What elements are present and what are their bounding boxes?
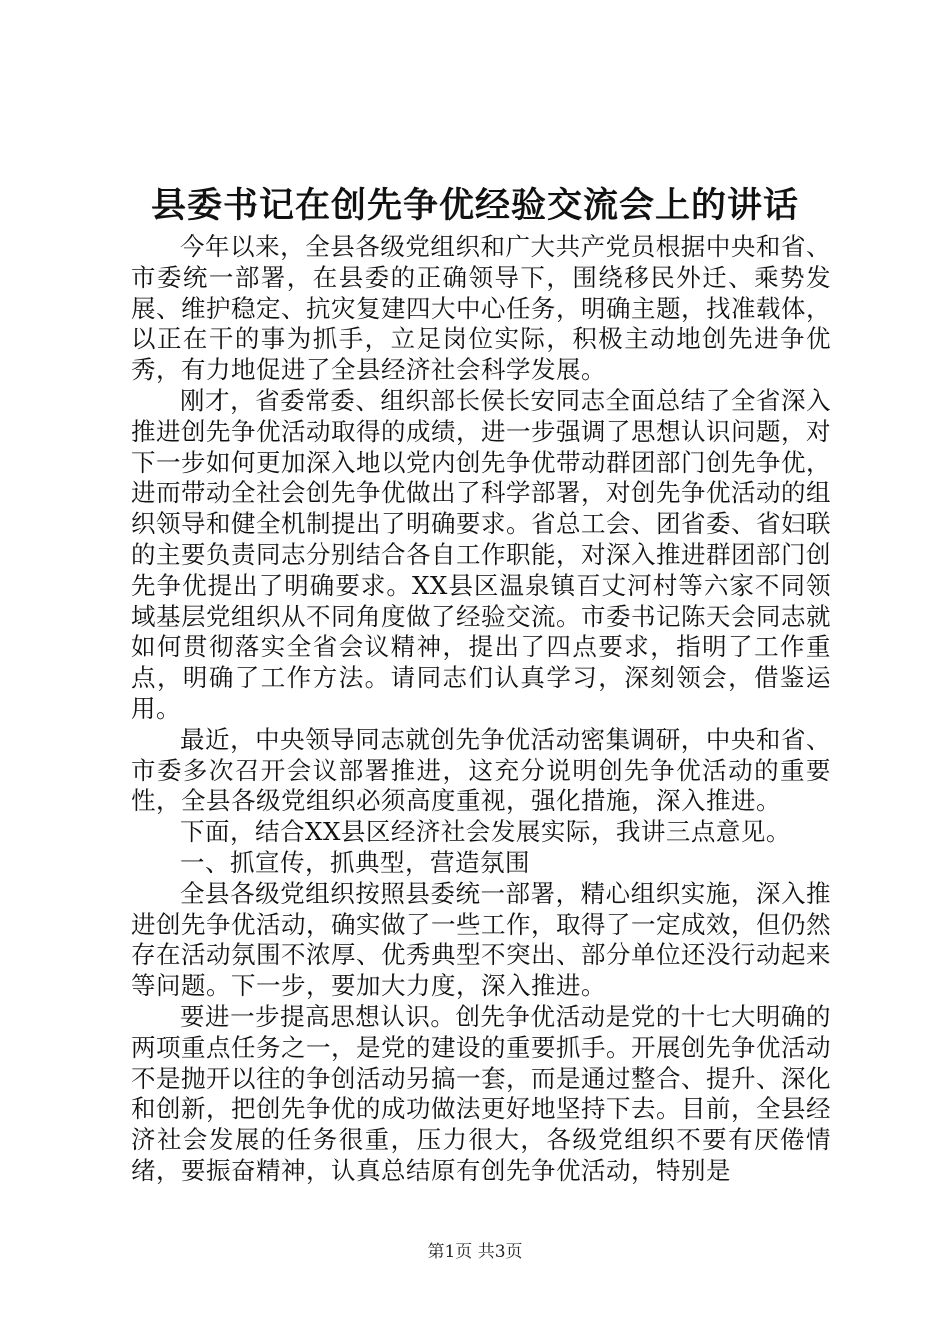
section-heading: 一、抓宣传，抓典型，营造氛围 bbox=[180, 847, 530, 877]
section-paragraph-1: 全县各级党组织按照县委统一部署，精心组织实施，深入推进创先争优活动，确实做了一些工作，取得了一定成效，但仍然存在活动氛围不浓厚、优秀典型不突出、部分单位还没行动起来等问题。下一步，要加大力度，深入推进。 bbox=[131, 878, 831, 1001]
paragraph-2: 刚才，省委常委、组织部长侯长安同志全面总结了全省深入推进创先争优活动取得的成绩，进一步强调了思想认识问题，对下一步如何更加深入地以党内创先争优带动群团部门创先争优，进而带动全社会创先争优做出了科学部署，对创先争优活动的组织领导和健全机制提出了明确要求。省总工会、团省委、省妇联的主要负责同志分别结合各自工作职能，对深入推进群团部门创先争优提出了明确要求。XX县区温泉镇百丈河村等六家不同领域基层党组织从不同角度做了经验交流。市委书记陈天会同志就如何贯彻落实全省会议精神，提出了四点要求，指明了工作重点，明确了工作方法。请同志们认真学习，深刻领会，借鉴运用。 bbox=[131, 385, 831, 723]
paragraph-3: 最近，中央领导同志就创先争优活动密集调研，中央和省、市委多次召开会议部署推进，这充分说明创先争优活动的重要性，全县各级党组织必须高度重视，强化措施，深入推进。 bbox=[131, 724, 831, 816]
section-paragraph-2: 要进一步提高思想认识。创先争优活动是党的十七大明确的两项重点任务之一，是党的建设的重要抓手。开展创先争优活动不是抛开以往的争创活动另搞一套，而是通过整合、提升、深化和创新，把创先争优的成功做法更好地坚持下去。目前，全县经济社会发展的任务很重，压力很大，各级党组织不要有厌倦情绪，要振奋精神，认真总结原有创先争优活动，特别是 bbox=[131, 1001, 831, 1185]
document-title: 县委书记在创先争优经验交流会上的讲话 bbox=[150, 185, 799, 226]
document-body bbox=[131, 232, 831, 1187]
paragraph-1: 今年以来，全县各级党组织和广大共产党员根据中央和省、市委统一部署，在县委的正确领导下，围绕移民外迁、乘势发展、维护稳定、抗灾复建四大中心任务，明确主题，找准载体，以正在干的事为抓手，立足岗位实际，积极主动地创先进争优秀，有力地促进了全县经济社会科学发展。 bbox=[131, 232, 831, 385]
page-number-footer: 第1页 共3页 bbox=[427, 1242, 523, 1262]
paragraph-4: 下面，结合XX县区经济社会发展实际，我讲三点意见。 bbox=[180, 817, 791, 847]
